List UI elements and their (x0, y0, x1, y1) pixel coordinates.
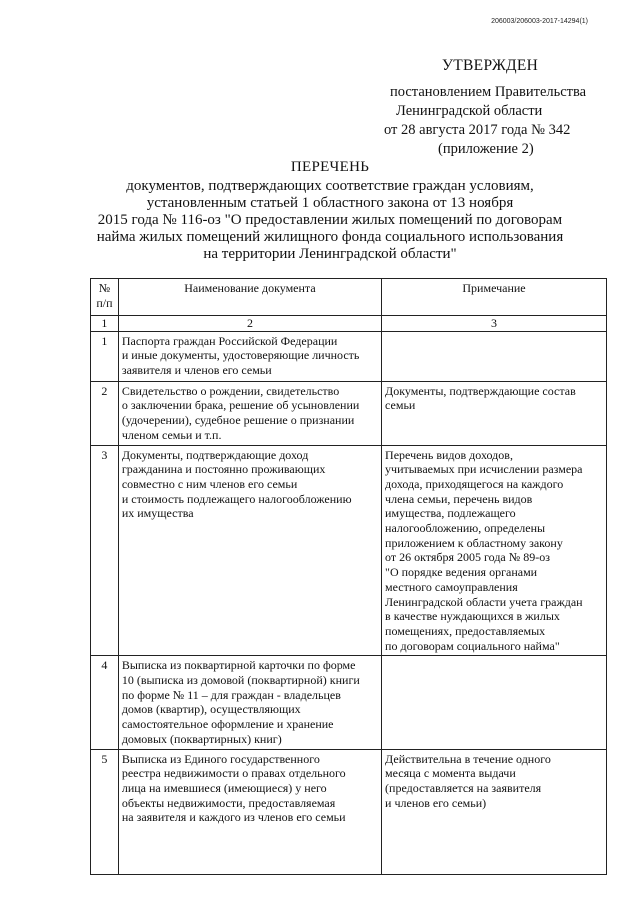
column-index: 1 (91, 316, 119, 332)
column-index-row (91, 316, 607, 332)
approval-heading: УТВЕРЖДЕН (442, 57, 539, 74)
title-line: найма жилых помещений жилищного фонда социального использования (96, 229, 564, 245)
header-note: Примечание (382, 279, 607, 316)
row-number: 3 (91, 445, 119, 656)
row-number: 2 (91, 381, 119, 445)
approval-line: от 28 августа 2017 года № 342 (384, 122, 571, 138)
column-index: 2 (118, 316, 381, 332)
header-document-name: Наименование документа (118, 279, 381, 316)
row-number: 4 (91, 656, 119, 749)
documents-table (90, 278, 607, 875)
row-document-name: Выписка из Единого государственного реестра недвижимости о правах отдельного лица на имевшиеся (имеющиеся) у него объекты недвижимости, предоставляемая на заявителя и каждого из членов его семьи (118, 749, 381, 874)
row-note: Перечень видов доходов, учитываемых при исчислении размера дохода, приходящегося на каждого члена семьи, перечень видов имущества, подлежащего налогообложению, определены приложением к областному закону от 26 октября 2005 года № 89-оз "О порядке ведения органами местного самоуправления Ленинградской области учета граждан в качестве нуждающихся в жилых помещениях, предоставляемых по договорам социального найма" (382, 445, 607, 656)
row-note (382, 331, 607, 381)
table-row (91, 331, 607, 381)
row-number: 5 (91, 749, 119, 874)
table-row (91, 445, 607, 656)
row-note: Документы, подтверждающие состав семьи (382, 381, 607, 445)
approval-line: Ленинградской области (396, 103, 543, 119)
approval-stamp (380, 56, 610, 159)
table-header-row (91, 279, 607, 316)
table-row (91, 656, 607, 749)
title-line: установленным статьей 1 областного закона от 13 ноября (146, 195, 514, 211)
title-line: 2015 года № 116-оз "О предоставлении жилых помещений по договорам (97, 212, 563, 228)
table-row (91, 381, 607, 445)
document-id: 206003/206003-2017-14294(1) (491, 18, 588, 25)
approval-line: постановлением Правительства (390, 84, 587, 100)
title-heading: ПЕРЕЧЕНЬ (290, 159, 370, 175)
row-document-name: Паспорта граждан Российской Федерации и иные документы, удостоверяющие личность заявителя и членов его семьи (118, 331, 381, 381)
title-line: на территории Ленинградской области" (203, 246, 457, 262)
row-number: 1 (91, 331, 119, 381)
document-title (80, 159, 580, 263)
approval-line: (приложение 2) (438, 141, 534, 157)
row-note (382, 656, 607, 749)
column-index: 3 (382, 316, 607, 332)
header-number: № п/п (91, 279, 119, 316)
title-line: документов, подтверждающих соответствие граждан условиям, (126, 178, 534, 194)
row-document-name: Выписка из поквартирной карточки по форме 10 (выписка из домовой (поквартирной) книги по форме № 11 – для граждан - владельцев домов (квартир), осуществляющих самостоятельное оформление и хранение домовых (поквартирных) книг) (118, 656, 381, 749)
row-document-name: Документы, подтверждающие доход гражданина и постоянно проживающих совместно с ним членов его семьи и стоимость подлежащего налогообложению их имущества (118, 445, 381, 656)
table-row (91, 749, 607, 874)
row-note: Действительна в течение одного месяца с момента выдачи (предоставляется на заявителя и членов его семьи) (382, 749, 607, 874)
row-document-name: Свидетельство о рождении, свидетельство о заключении брака, решение об усыновлении (удочерении), судебное решение о признании членом семьи и т.п. (118, 381, 381, 445)
